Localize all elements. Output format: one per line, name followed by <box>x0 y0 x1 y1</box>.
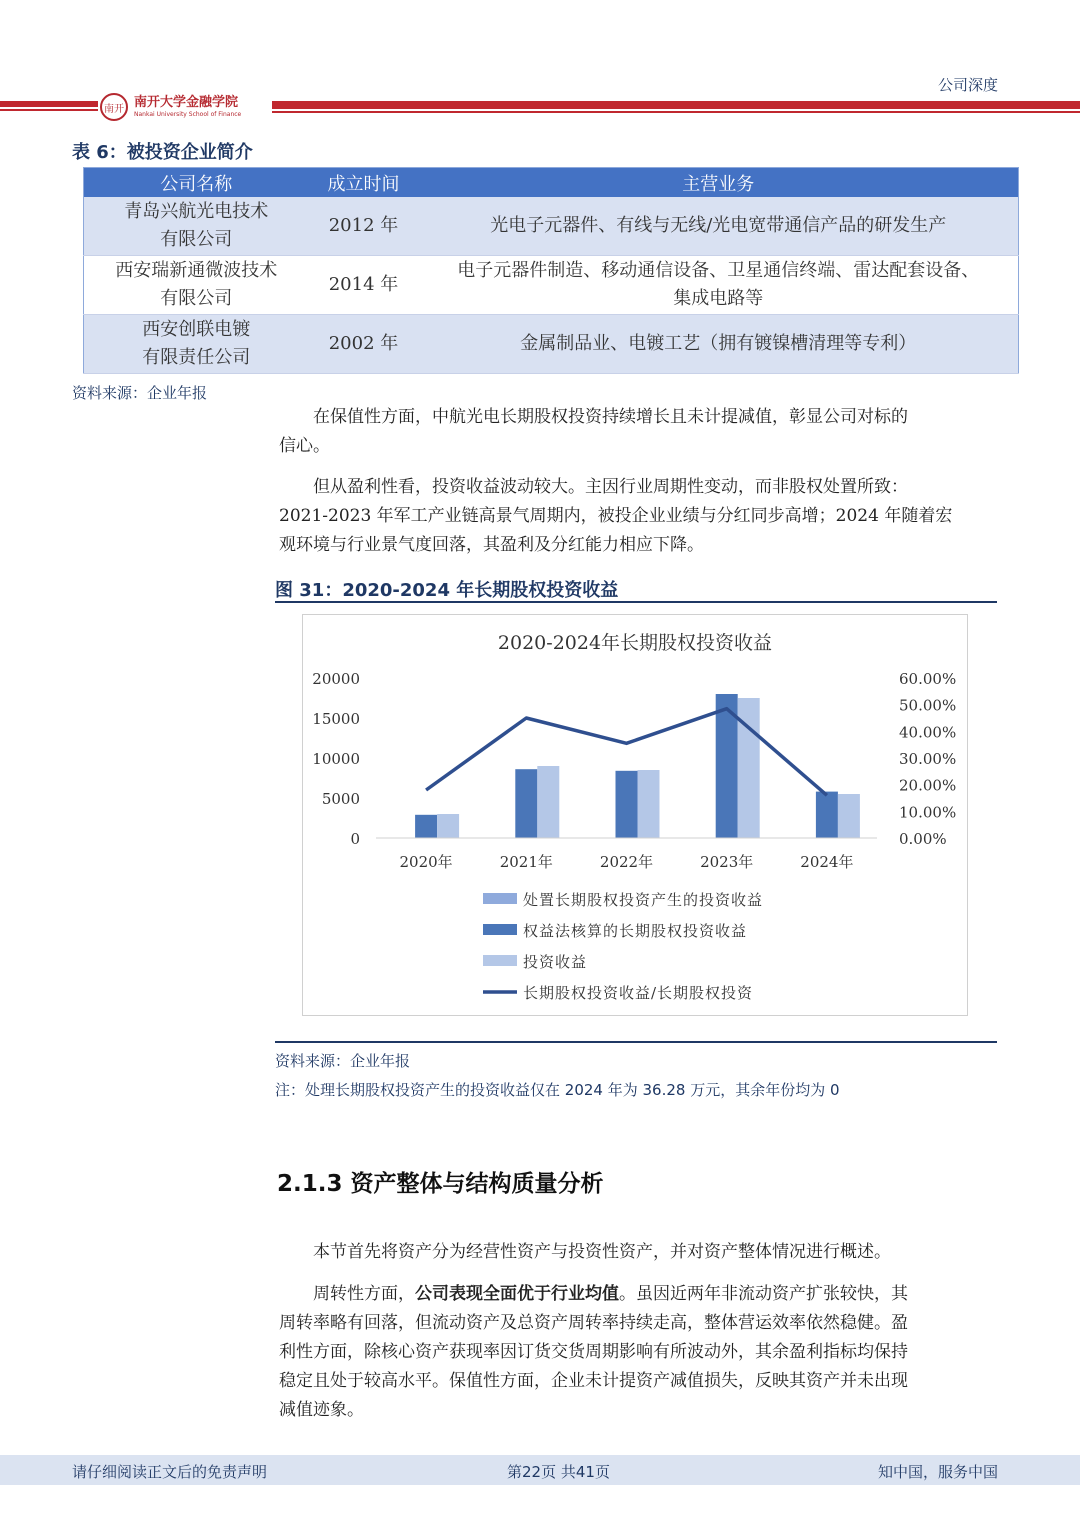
figure-rule-bottom <box>275 1041 997 1043</box>
y2-tick-label: 50.00% <box>899 696 957 715</box>
investee-table <box>83 167 1019 374</box>
company-cell: 青岛兴航光电技术 有限公司 <box>84 197 309 256</box>
business-cell: 电子元器件制造、移动通信设备、卫星通信终端、雷达配套设备、 集成电路等 <box>419 256 1019 315</box>
legend-label: 投资收益 <box>523 953 588 971</box>
company-cell: 西安瑞新通微波技术 有限公司 <box>84 256 309 315</box>
paragraph-profitability: 但从盈利性看，投资收益波动较大。主因行业周期性变动，而非股权处置所致： 2021-2023 年军工产业链高景气周期内，被投企业业绩与分红同步高增；2024 年随着宏 观环境与行业景气度回落，其盈利及分红能力相应下降。 <box>279 477 953 555</box>
x-tick-label: 2020年 <box>399 853 453 871</box>
legend-swatch <box>483 955 517 966</box>
disclaimer-notice: 请仔细阅读正文后的免责声明 <box>72 1463 268 1481</box>
col-header-company: 公司名称 <box>84 168 309 198</box>
y2-tick-label: 40.00% <box>899 723 957 742</box>
bar <box>437 814 459 838</box>
header-rule-right-thin <box>272 111 1080 113</box>
founded-cell: 2002 年 <box>309 315 419 374</box>
paragraph-section-intro: 本节首先将资产分为经营性资产与投资性资产，并对资产整体情况进行概述。 <box>313 1242 891 1262</box>
y2-tick-label: 20.00% <box>899 776 957 795</box>
y2-tick-label: 10.00% <box>899 803 957 822</box>
legend-swatch <box>483 893 517 904</box>
chart-title: 2020-2024年长期股权投资收益 <box>497 632 773 654</box>
figure-note: 注：处理长期股权投资产生的投资收益仅在 2024 年为 36.28 万元，其余年份均为 0 <box>275 1081 840 1099</box>
y-tick-label: 0 <box>350 830 360 848</box>
paragraph-turnover: 周转性方面，公司表现全面优于行业均值。虽因近两年非流动资产扩张较快，其 周转率略有回落，但流动资产及总资产周转率持续走高，整体营运效率依然稳健。盈 利性方面，除核心资产获现率因订货交货周期影响有所波动外，其余盈利指标均保持 稳定且处于较高水平。保值性方面，企业未计提资产减值损失，反映其资产并未出现 减值迹象。 <box>279 1284 908 1420</box>
footer-slogan: 知中国，服务中国 <box>877 1463 998 1481</box>
figure-rule-top <box>275 601 997 603</box>
col-header-founded: 成立时间 <box>309 168 419 198</box>
legend-label: 权益法核算的长期股权投资收益 <box>523 922 748 940</box>
y-tick-label: 15000 <box>312 710 360 728</box>
logo-chinese-name: 南开大学金融学院 <box>134 95 239 110</box>
paragraph-value-preservation: 在保值性方面，中航光电长期股权投资持续增长且未计提减值，彰显公司对标的 信心。 <box>279 407 908 456</box>
y-tick-label: 5000 <box>321 790 360 808</box>
table-row <box>84 197 1019 256</box>
legend-label: 长期股权投资收益/长期股权投资 <box>523 984 754 1002</box>
figure-source: 资料来源：企业年报 <box>275 1052 411 1070</box>
y-tick-label: 10000 <box>312 750 360 768</box>
bar <box>816 792 838 838</box>
header-rule-right <box>272 101 1080 109</box>
table-row <box>84 315 1019 374</box>
university-seal-icon: 南开 <box>100 93 128 121</box>
bar <box>415 815 437 838</box>
logo-english-name: Nankai University School of Finance <box>134 111 242 118</box>
x-tick-label: 2022年 <box>599 853 654 871</box>
legend-label: 处置长期股权投资产生的投资收益 <box>523 891 764 909</box>
investment-income-chart <box>303 615 967 1015</box>
founded-cell: 2014 年 <box>309 256 419 315</box>
business-cell: 金属制品业、电镀工艺（拥有镀镍槽清理等专利） <box>419 315 1019 374</box>
table-header-row <box>84 168 1019 198</box>
y2-tick-label: 30.00% <box>899 750 957 768</box>
bar <box>537 766 559 838</box>
header-rule-left-thin <box>0 109 98 111</box>
y2-tick-label: 0.00% <box>899 830 947 848</box>
col-header-business: 主营业务 <box>419 168 1019 198</box>
bar <box>515 769 537 838</box>
bar <box>638 770 660 838</box>
x-tick-label: 2024年 <box>800 853 854 871</box>
business-cell: 光电子元器件、有线与无线/光电宽带通信产品的研发生产 <box>419 197 1019 256</box>
page-number: 第22页 共41页 <box>507 1463 610 1481</box>
chart-frame <box>302 614 968 1016</box>
table-source: 资料来源：企业年报 <box>72 384 208 402</box>
founded-cell: 2012 年 <box>309 197 419 256</box>
bar <box>838 794 860 838</box>
x-tick-label: 2023年 <box>700 853 754 871</box>
x-tick-label: 2021年 <box>499 853 553 871</box>
company-cell: 西安创联电镀 有限责任公司 <box>84 315 309 374</box>
figure-title: 图 31：2020-2024 年长期股权投资收益 <box>275 580 619 601</box>
y2-tick-label: 60.00% <box>899 670 957 688</box>
section-heading: 2.1.3 资产整体与结构质量分析 <box>277 1171 604 1197</box>
y-tick-label: 20000 <box>312 670 360 688</box>
table-row <box>84 256 1019 315</box>
nankai-logo <box>100 92 260 122</box>
header-rule-left <box>0 101 98 107</box>
emphasis-text: 公司表现全面优于行业均值 <box>415 1284 619 1304</box>
bar <box>616 771 638 838</box>
table-title: 表 6：被投资企业简介 <box>72 142 253 163</box>
legend-swatch <box>483 924 517 935</box>
report-type-label: 公司深度 <box>937 76 998 94</box>
